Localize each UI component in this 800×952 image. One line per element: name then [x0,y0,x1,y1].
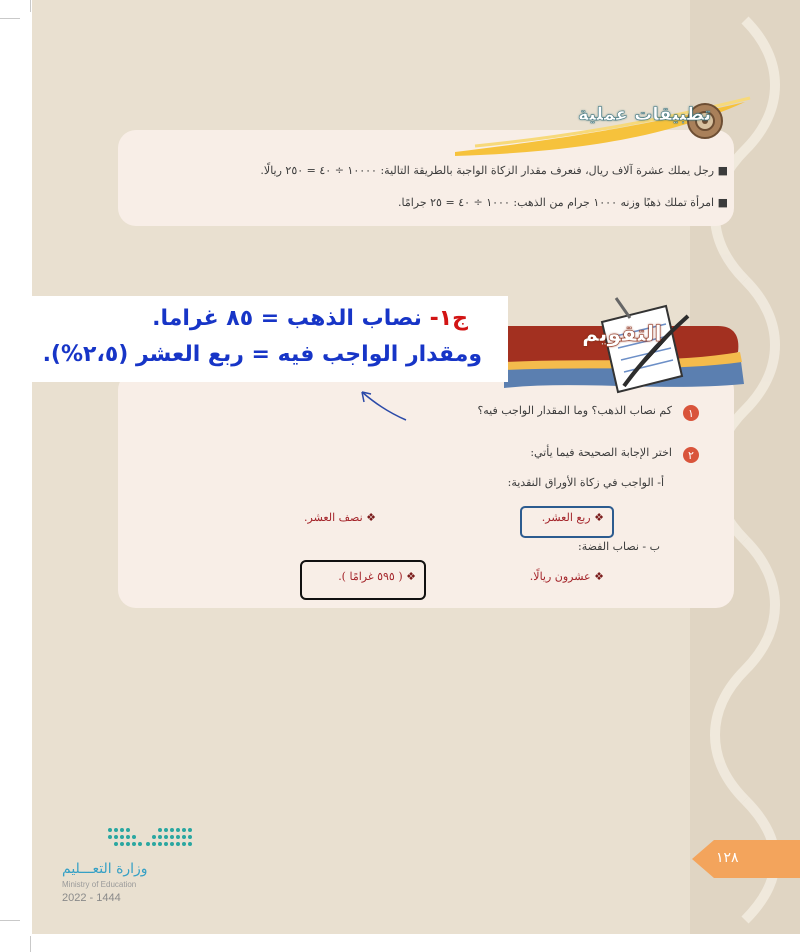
answer-line-1-text: نصاب الذهب = ٨٥ غراما. [152,306,422,331]
crop-mark [0,920,20,921]
part-b-option-2 [338,570,416,583]
answer-highlight-box [520,506,614,538]
edition-year: 2022 - 1444 [62,892,121,904]
question-2-number: ٢ [688,449,694,462]
application-line-2-text: امرأة تملك ذهبًا وزنه ١٠٠٠ جرام من الذهب: ١٠٠٠ ÷ ٤٠ = ٢٥ جرامًا. [397,196,715,209]
part-b-option-1 [530,570,604,583]
application-line-1-text: رجل يملك عشرة آلاف ريال، فنعرف مقدار الزكاة الواجبة بالطريقة التالية: ١٠٠٠٠ ÷ ٤٠ = ٢٥٠ ريالًا. [260,164,715,177]
question-2: اختر الإجابة الصحيحة فيما يأتي: [530,446,672,459]
part-a-label: أ- الواجب في زكاة الأوراق النقدية: [507,476,664,489]
crop-mark [30,936,31,952]
question-1-number-icon [682,404,700,422]
bullet-icon: ❖ [366,511,376,524]
ministry-name-arabic: وزارة التعـــليم [62,861,148,877]
crop-mark [30,0,31,12]
answer-prefix: ج١- [421,306,468,331]
applications-title: تطبيقات عملية [578,104,712,125]
pointer-arrow [352,388,412,424]
application-line-2: ■ امرأة تملك ذهبًا وزنه ١٠٠٠ جرام من الذهب: ١٠٠٠ ÷ ٤٠ = ٢٥ جرامًا. [397,196,728,209]
part-b-option-2-text: ( ٥٩٥ غرامًا ). [338,570,403,583]
question-2-number-icon [682,446,700,464]
bullet-icon: ❖ [594,570,604,583]
answer-line-1 [152,306,468,331]
part-b-label: ب - نصاب الفضة: [578,540,660,553]
part-a-option-2-text: نصف العشر. [304,511,363,524]
ministry-name-english: Ministry of Education [62,880,137,889]
page-number-tab [692,840,800,878]
page-number: ١٢٨ [716,850,739,866]
application-line-1: ■ رجل يملك عشرة آلاف ريال، فنعرف مقدار الزكاة الواجبة بالطريقة التالية: ١٠٠٠٠ ÷ ٤٠ = ٢٥٠ ريالًا. [260,164,728,177]
answer-line-2: ومقدار الواجب فيه = ربع العشر (٢،٥%). [42,342,482,367]
ministry-logo-icon [104,824,196,852]
part-a-option-2 [304,511,376,524]
question-1-number: ١ [688,407,694,420]
part-a-option-1-text: ربع العشر. [541,511,591,524]
bullet-icon: ❖ [406,570,416,583]
evaluation-title: التقويم [582,322,662,347]
part-b-option-1-text: عشرون ريالًا. [529,570,591,583]
bullet-icon: ❖ [594,511,604,524]
question-1: كم نصاب الذهب؟ وما المقدار الواجب فيه؟ [477,404,672,417]
crop-mark [0,18,20,19]
